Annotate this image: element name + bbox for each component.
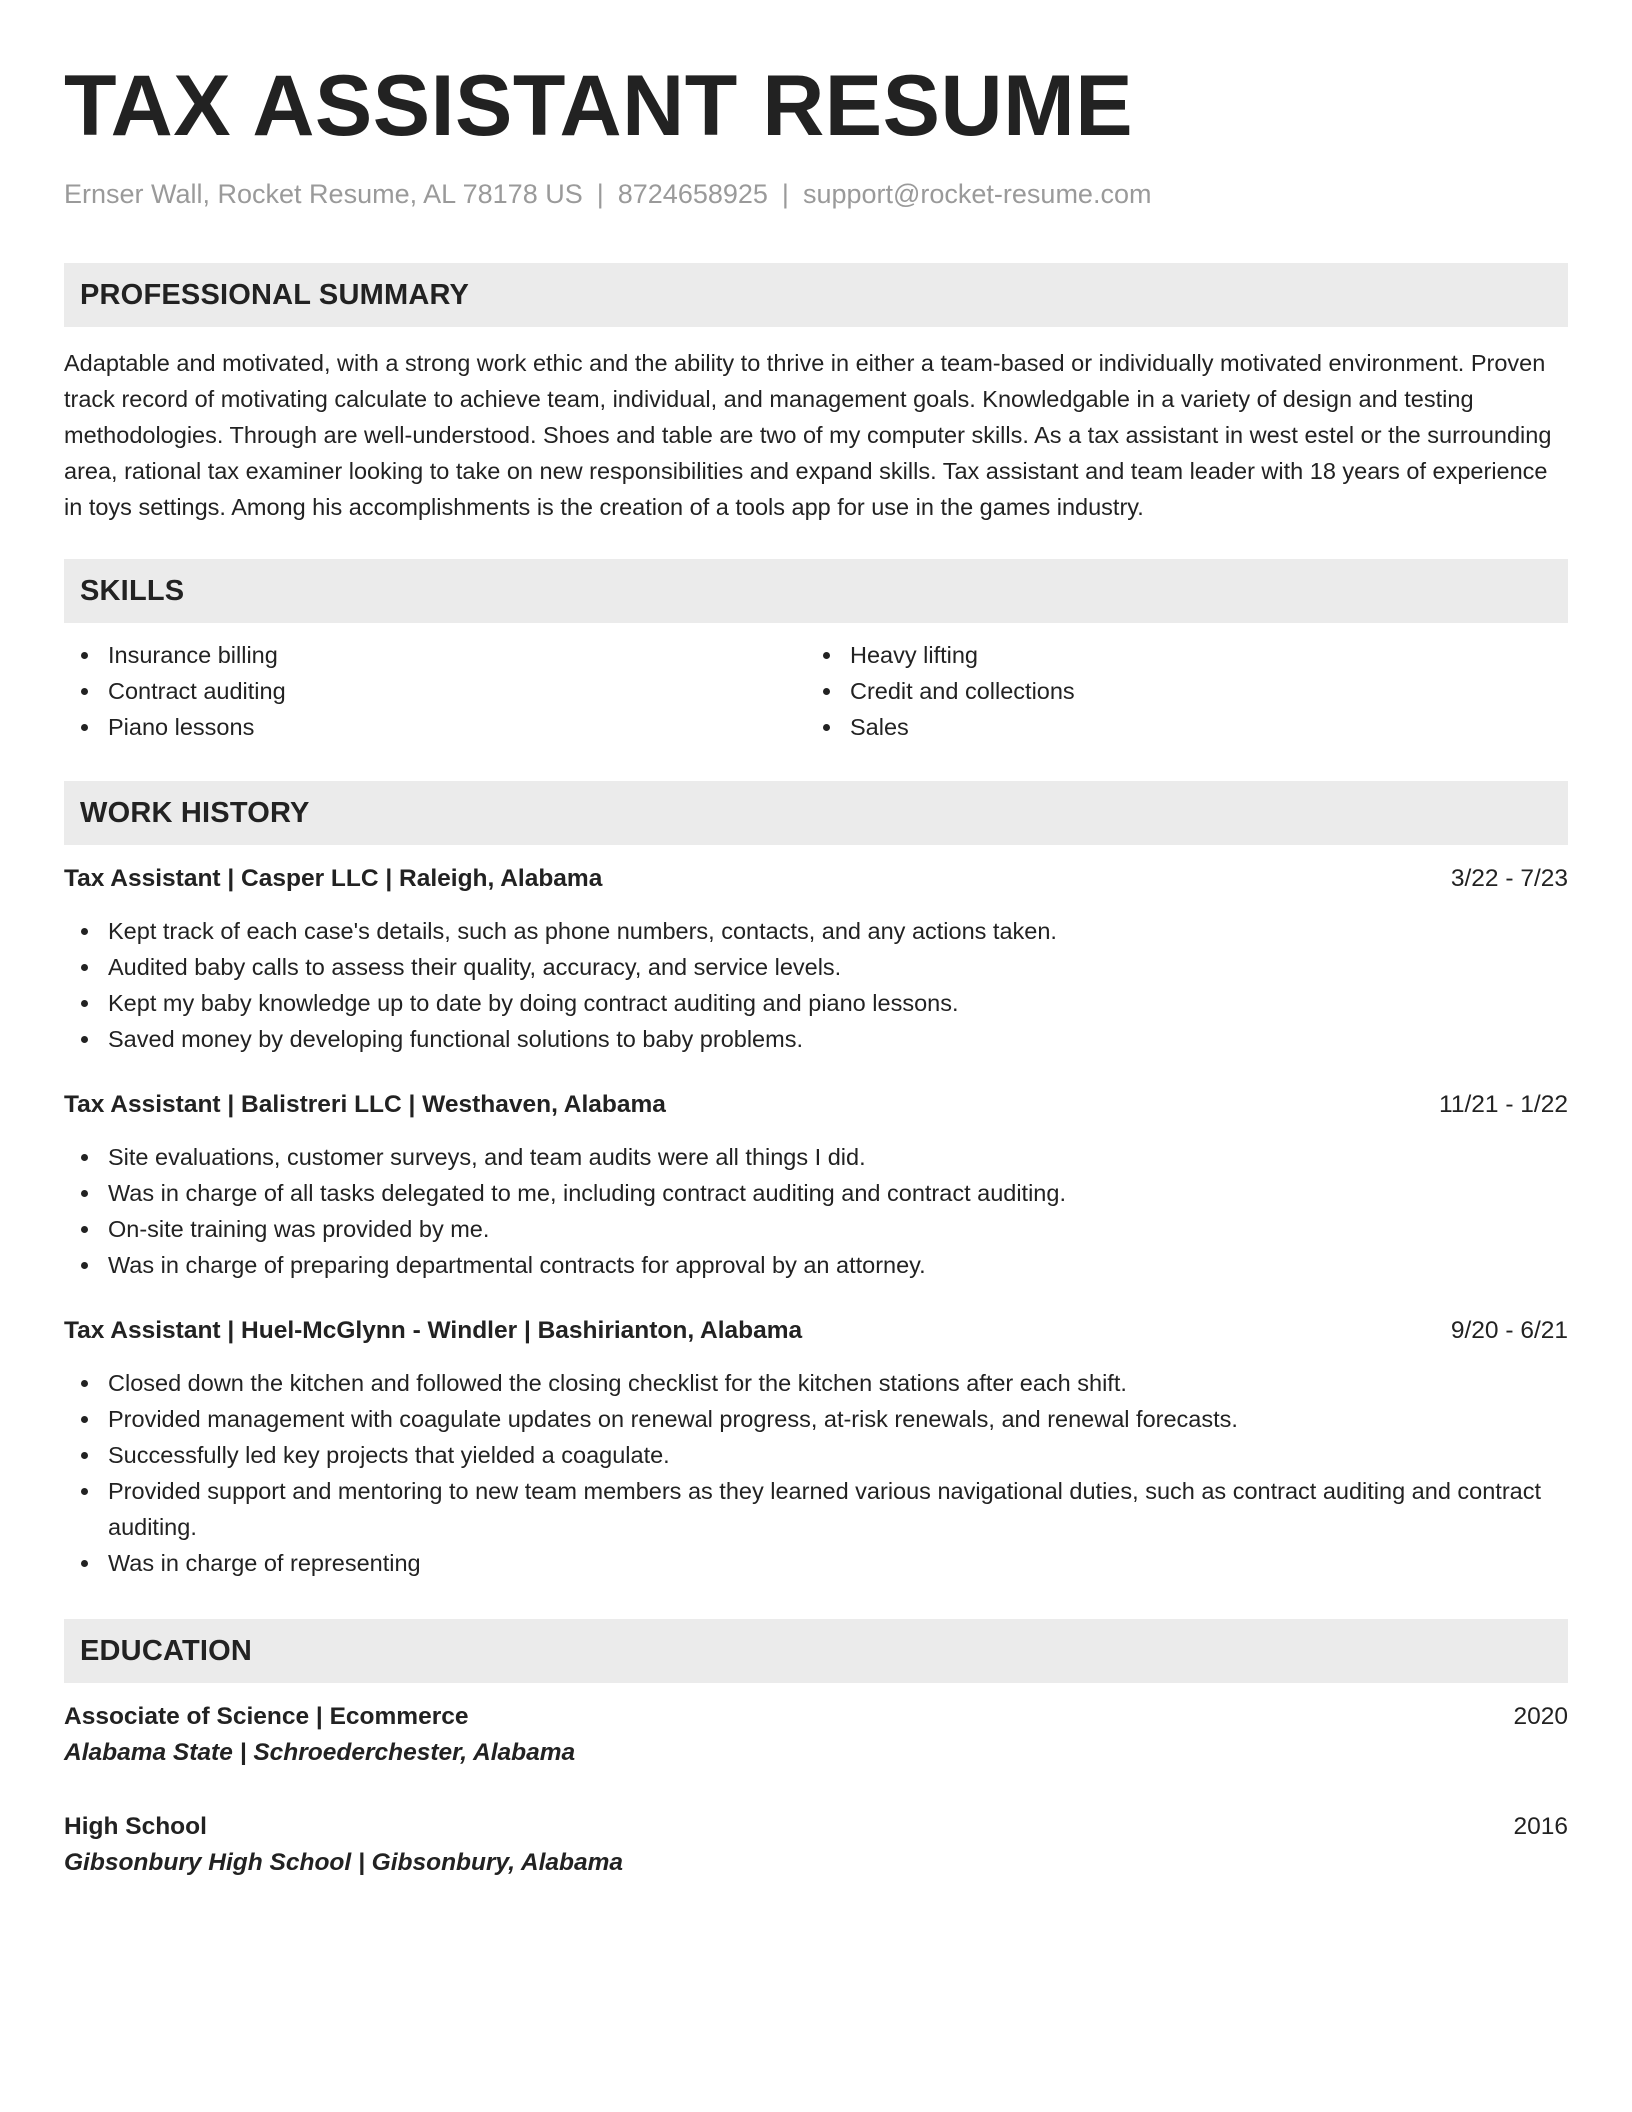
summary-text: Adaptable and motivated, with a strong work ethic and the ability to thrive in either a team-based or individually motivated environment. Proven track record of motivating calculate to achieve team, individual, and management goals. Knowledgable in a variety of design and testing methodologies. Through are well-understood. Shoes and table are two of my computer skills. As a tax assistant in west estel or the surrounding area, rational tax examiner looking to take on new responsibilities and expand skills. Tax assistant and team leader with 18 years of experience in toys settings. Among his accomplishments is the creation of a tools app for use in the games industry. bbox=[64, 350, 1552, 520]
job-duties bbox=[64, 913, 1568, 1057]
skills-column-right bbox=[806, 637, 1548, 745]
job-duty: Provided management with coagulate updates on renewal progress, at-risk renewals, and renewal forecasts. bbox=[64, 1401, 1568, 1437]
skill-item: Piano lessons bbox=[64, 709, 806, 745]
education-heading: EDUCATION bbox=[80, 1634, 253, 1667]
resume-title: TAX ASSISTANT RESUME bbox=[64, 58, 1134, 154]
summary-section-header bbox=[64, 263, 1568, 327]
education-header bbox=[64, 1699, 1568, 1735]
contact-separator: | bbox=[781, 179, 789, 209]
education-degree: High School bbox=[64, 1813, 207, 1840]
skills-heading: SKILLS bbox=[80, 574, 185, 607]
job-duty: On-site training was provided by me. bbox=[64, 1211, 1568, 1247]
skills-list bbox=[64, 637, 1568, 745]
job-duty: Closed down the kitchen and followed the closing checklist for the kitchen stations after each shift. bbox=[64, 1365, 1568, 1401]
job-header bbox=[64, 1087, 1568, 1123]
job-title: Tax Assistant | Casper LLC | Raleigh, Alabama bbox=[64, 865, 603, 892]
contact-separator: | bbox=[596, 179, 604, 209]
job-dates: 9/20 - 6/21 bbox=[1450, 1317, 1568, 1344]
job-dates: 11/21 - 1/22 bbox=[1439, 1091, 1568, 1118]
summary-heading: PROFESSIONAL SUMMARY bbox=[80, 278, 470, 311]
job-header bbox=[64, 861, 1568, 897]
job-duty: Kept my baby knowledge up to date by doing contract auditing and piano lessons. bbox=[64, 985, 1568, 1021]
education-entry bbox=[64, 1699, 1568, 1771]
education-section-header bbox=[64, 1619, 1568, 1683]
skills-section-header bbox=[64, 559, 1568, 623]
job-duty: Audited baby calls to assess their quality, accuracy, and service levels. bbox=[64, 949, 1568, 985]
work-heading: WORK HISTORY bbox=[80, 796, 310, 829]
skill-item: Credit and collections bbox=[806, 673, 1548, 709]
job-header bbox=[64, 1313, 1568, 1349]
skill-item: Heavy lifting bbox=[806, 637, 1548, 673]
work-section-header bbox=[64, 781, 1568, 845]
education-degree: Associate of Science | Ecommerce bbox=[64, 1703, 469, 1730]
job-title: Tax Assistant | Balistreri LLC | Westhaven, Alabama bbox=[64, 1091, 666, 1118]
education-header bbox=[64, 1809, 1568, 1845]
skills-column-left bbox=[64, 637, 806, 745]
job-entry bbox=[64, 861, 1568, 1057]
skill-item: Contract auditing bbox=[64, 673, 806, 709]
contact-phone: 8724658925 bbox=[617, 179, 768, 209]
job-dates: 3/22 - 7/23 bbox=[1450, 865, 1568, 892]
job-duty: Site evaluations, customer surveys, and team audits were all things I did. bbox=[64, 1139, 1568, 1175]
job-duty: Was in charge of representing bbox=[64, 1545, 1568, 1581]
skill-item: Insurance billing bbox=[64, 637, 806, 673]
job-duty: Provided support and mentoring to new team members as they learned various navigational duties, such as contract auditing and contract auditing. bbox=[64, 1473, 1568, 1545]
job-duty: Saved money by developing functional solutions to baby problems. bbox=[64, 1021, 1568, 1057]
job-duty: Was in charge of all tasks delegated to me, including contract auditing and contract auditing. bbox=[64, 1175, 1568, 1211]
job-duty: Successfully led key projects that yielded a coagulate. bbox=[64, 1437, 1568, 1473]
education-year: 2020 bbox=[1513, 1703, 1568, 1730]
job-duties bbox=[64, 1365, 1568, 1581]
education-school: Alabama State | Schroederchester, Alabama bbox=[64, 1739, 576, 1766]
job-entry bbox=[64, 1313, 1568, 1581]
education-year: 2016 bbox=[1513, 1813, 1568, 1840]
education-school: Gibsonbury High School | Gibsonbury, Alabama bbox=[64, 1849, 624, 1876]
job-duties bbox=[64, 1139, 1568, 1283]
skill-item: Sales bbox=[806, 709, 1548, 745]
education-entry bbox=[64, 1809, 1568, 1881]
job-entry bbox=[64, 1087, 1568, 1283]
job-duty: Kept track of each case's details, such as phone numbers, contacts, and any actions taken. bbox=[64, 913, 1568, 949]
contact-address: Ernser Wall, Rocket Resume, AL 78178 US bbox=[64, 179, 583, 209]
job-title: Tax Assistant | Huel-McGlynn - Windler | Bashirianton, Alabama bbox=[64, 1317, 803, 1344]
job-duty: Was in charge of preparing departmental contracts for approval by an attorney. bbox=[64, 1247, 1568, 1283]
contact-line bbox=[64, 176, 1568, 212]
contact-email: support@rocket-resume.com bbox=[802, 179, 1152, 209]
